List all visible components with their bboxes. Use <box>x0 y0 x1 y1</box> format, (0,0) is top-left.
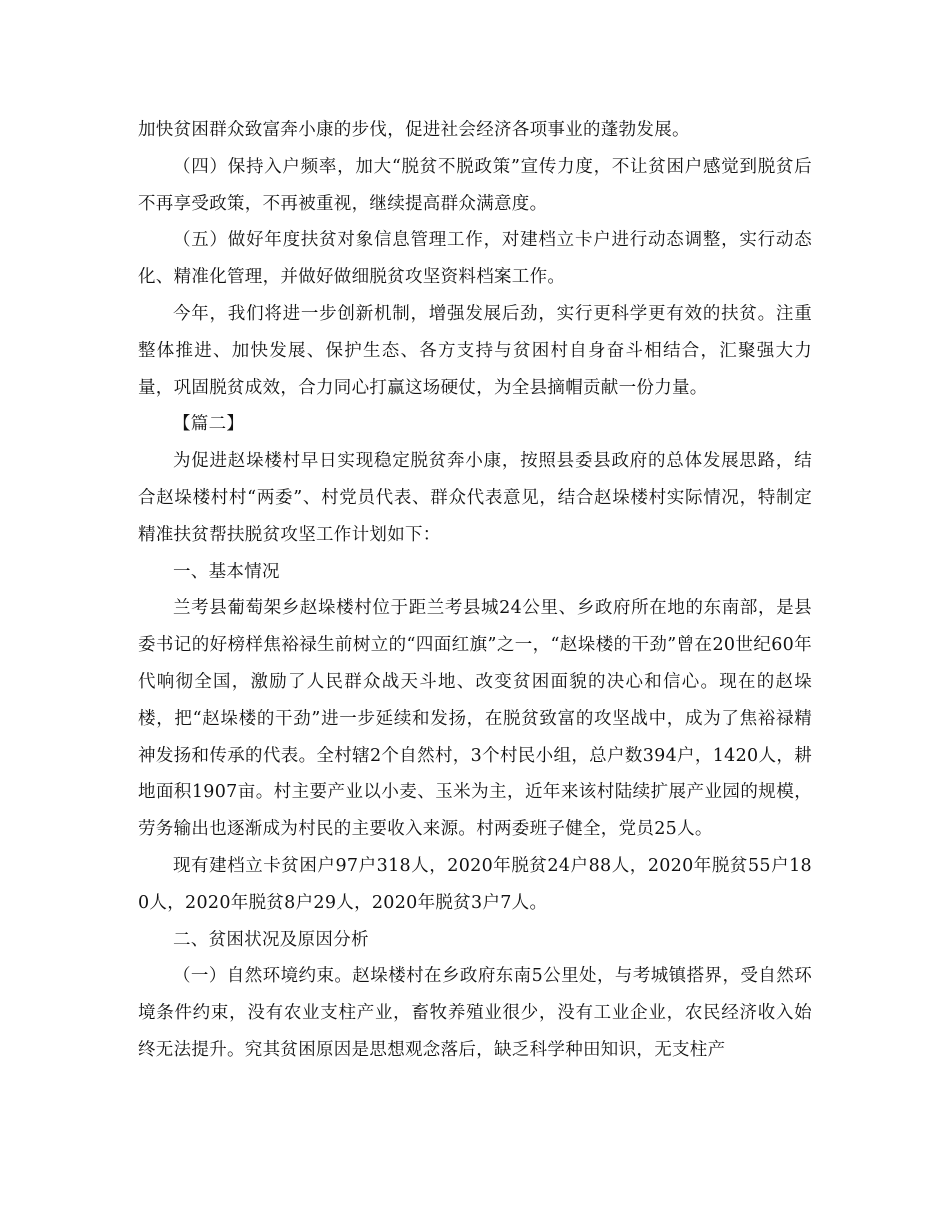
document-body <box>138 112 812 1069</box>
section-heading-part-two: 【篇二】 <box>173 414 245 435</box>
paragraph-2: （四）保持入户频率，加大“脱贫不脱政策”宣传力度，不让贫困户感觉到脱贫后不再享受政策，不再被重视，继续提高群众满意度。 <box>138 156 812 214</box>
paragraph-village-overview: 兰考县葡萄架乡赵垛楼村位于距兰考县城24公里、乡政府所在地的东南部，是县委书记的好榜样焦裕禄生前树立的“四面红旗”之一，“赵垛楼的干劲”曾在20世纪60年代响彻全国，激励了人民群众战天斗地、改变贫困面貌的决心和信心。现在的赵垛楼，把“赵垛楼的干劲”进一步延续和发扬，在脱贫致富的攻坚战中，成为了焦裕禄精神发扬和传承的代表。全村辖2个自然村，3个村民小组，总户数394户，1420人，耕地面积1907亩。村主要产业以小麦、玉米为主，近年来该村陆续扩展产业园的规模，劳务输出也逐渐成为村民的主要收入来源。村两委班子健全，党员25人。 <box>138 598 812 840</box>
paragraph-1: 加快贫困群众致富奔小康的步伐，促进社会经济各项事业的蓬勃发展。 <box>138 120 690 140</box>
paragraph-natural-environment: （一）自然环境约束。赵垛楼村在乡政府东南5公里处，与考城镇搭界，受自然环境条件约束，没有农业支柱产业，畜牧养殖业很少，没有工业企业，农民经济收入始终无法提升。究其贫困原因是思想观念落后，缺乏科学种田知识，无支柱产 <box>138 966 812 1060</box>
section-heading-poverty-analysis: 二、贫困状况及原因分析 <box>173 929 369 950</box>
paragraph-intro: 为促进赵垛楼村早日实现稳定脱贫奔小康，按照县委县政府的总体发展思路，结合赵垛楼村村“两委”、村党员代表、群众代表意见，结合赵垛楼村实际情况，特制定精准扶贫帮扶脱贫攻坚工作计划如下： <box>138 451 812 545</box>
section-heading-basic-situation: 一、基本情况 <box>173 561 280 582</box>
paragraph-poverty-statistics: 现有建档立卡贫困户97户318人，2020年脱贫24户88人，2020年脱贫55户180人，2020年脱贫8户29人，2020年脱贫3户7人。 <box>138 855 812 913</box>
paragraph-3: （五）做好年度扶贫对象信息管理工作，对建档立卡户进行动态调整，实行动态化、精准化管理，并做好做细脱贫攻坚资料档案工作。 <box>138 230 812 288</box>
paragraph-4: 今年，我们将进一步创新机制，增强发展后劲，实行更科学更有效的扶贫。注重整体推进、加快发展、保护生态、各方支持与贫困村自身奋斗相结合，汇聚强大力量，巩固脱贫成效，合力同心打赢这场硬仗，为全县摘帽贡献一份力量。 <box>138 303 812 398</box>
